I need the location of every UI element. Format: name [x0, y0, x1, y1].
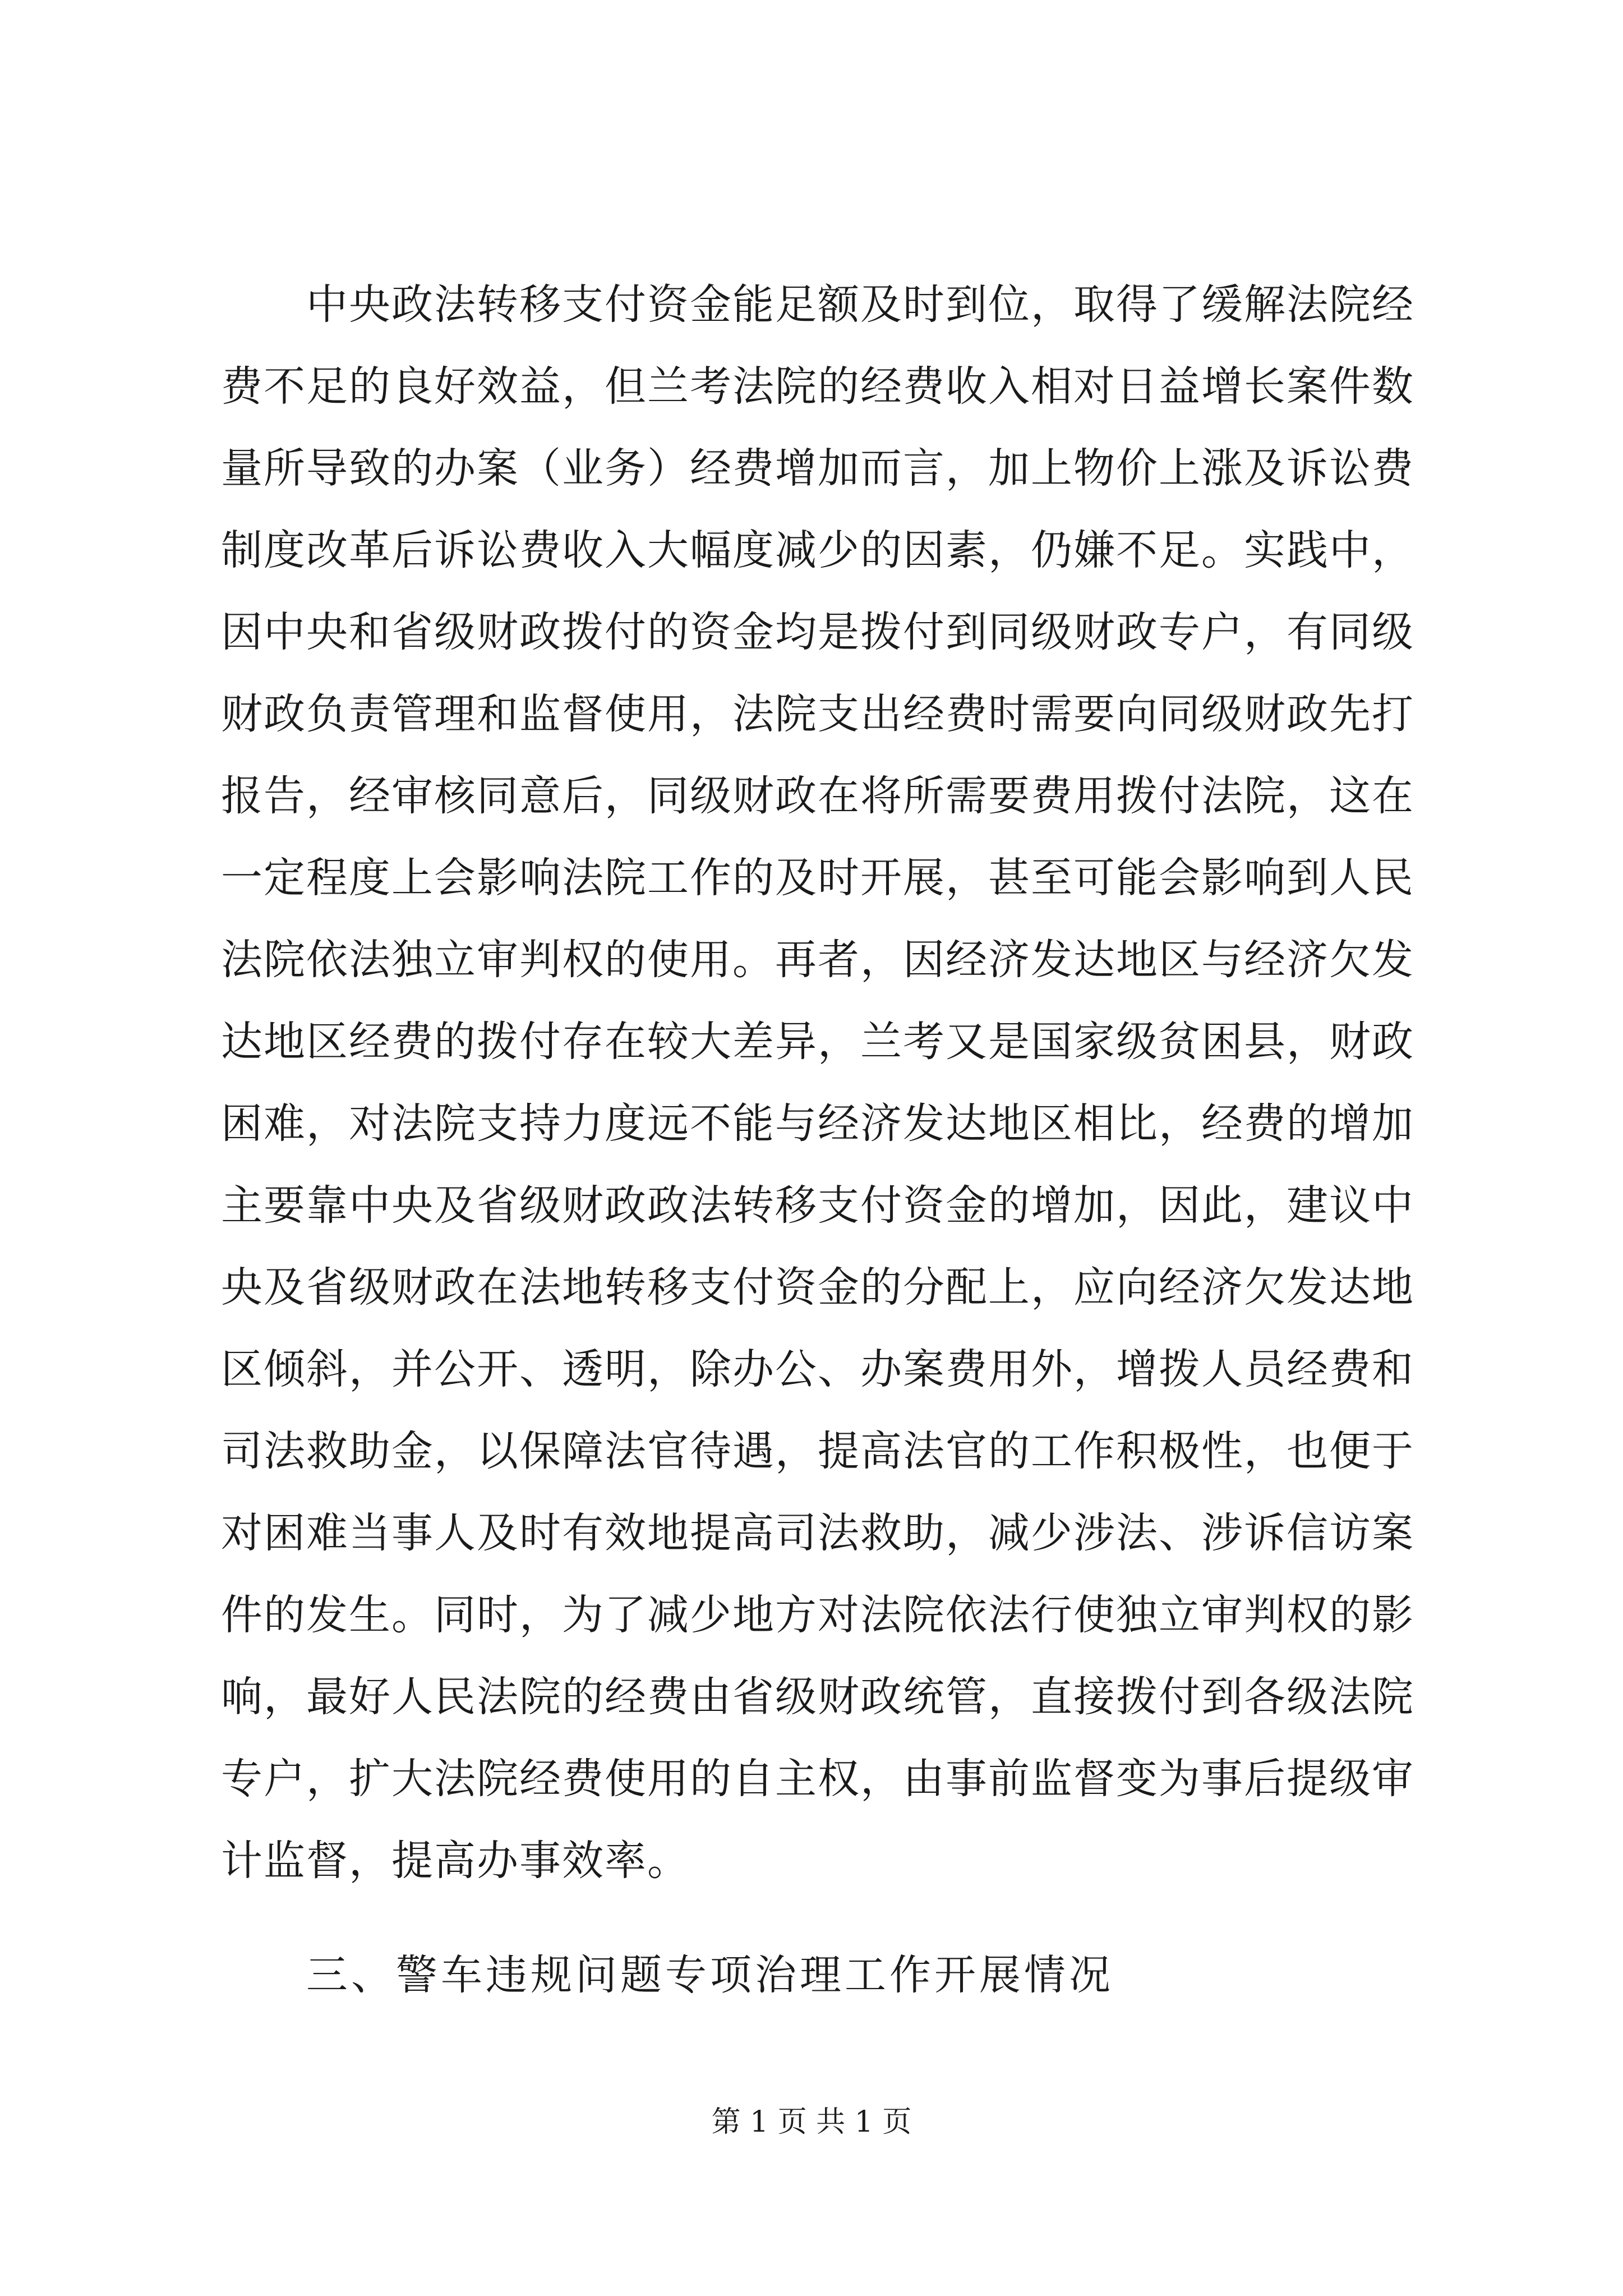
body-paragraph: [221, 264, 1414, 1902]
paragraph-line: 专户，扩大法院经费使用的自主权，由事前监督变为事后提级审: [221, 1755, 1414, 1803]
paragraph-line: 一定程度上会影响法院工作的及时开展，甚至可能会影响到人民: [221, 854, 1414, 902]
paragraph-line: 达地区经费的拨付存在较大差异，兰考又是国家级贫困县，财政: [221, 1018, 1414, 1066]
paragraph-line: 响，最好人民法院的经费由省级财政统管，直接拨付到各级法院: [221, 1673, 1414, 1721]
paragraph-line: 法院依法独立审判权的使用。再者，因经济发达地区与经济欠发: [221, 936, 1414, 984]
paragraph-line: 主要靠中央及省级财政政法转移支付资金的增加，因此，建议中: [221, 1181, 1414, 1230]
paragraph-line: 件的发生。同时，为了减少地方对法院依法行使独立审判权的影: [221, 1591, 1414, 1639]
paragraph-line: 困难，对法院支持力度远不能与经济发达地区相比，经费的增加: [221, 1099, 1414, 1148]
paragraph-line: 司法救助金，以保障法官待遇，提高法官的工作积极性，也便于: [221, 1427, 1414, 1475]
paragraph-line: 费不足的良好效益，但兰考法院的经费收入相对日益增长案件数: [221, 362, 1414, 411]
paragraph-line: 量所导致的办案（业务）经费增加而言，加上物价上涨及诉讼费: [221, 444, 1414, 493]
paragraph-line: 财政负责管理和监督使用，法院支出经费时需要向同级财政先打: [221, 690, 1414, 738]
section-heading: 三、警车违规问题专项治理工作开展情况: [306, 1951, 1114, 1999]
paragraph-line: 制度改革后诉讼费收入大幅度减少的因素，仍嫌不足。实践中，: [221, 526, 1414, 574]
paragraph-line: 区倾斜，并公开、透明，除办公、办案费用外，增拨人员经费和: [221, 1345, 1414, 1393]
paragraph-line: 中央政法转移支付资金能足额及时到位，取得了缓解法院经: [306, 280, 1414, 329]
paragraph-line: 对困难当事人及时有效地提高司法救助，减少涉法、涉诉信访案: [221, 1509, 1414, 1557]
paragraph-line: 报告，经审核同意后，同级财政在将所需要费用拨付法院，这在: [221, 772, 1414, 820]
paragraph-line: 央及省级财政在法地转移支付资金的分配上，应向经济欠发达地: [221, 1263, 1414, 1312]
paragraph-line: 计监督，提高办事效率。: [221, 1837, 690, 1885]
paragraph-line: 因中央和省级财政拨付的资金均是拨付到同级财政专户，有同级: [221, 608, 1414, 656]
page-footer: 第 1 页 共 1 页: [711, 2105, 912, 2139]
